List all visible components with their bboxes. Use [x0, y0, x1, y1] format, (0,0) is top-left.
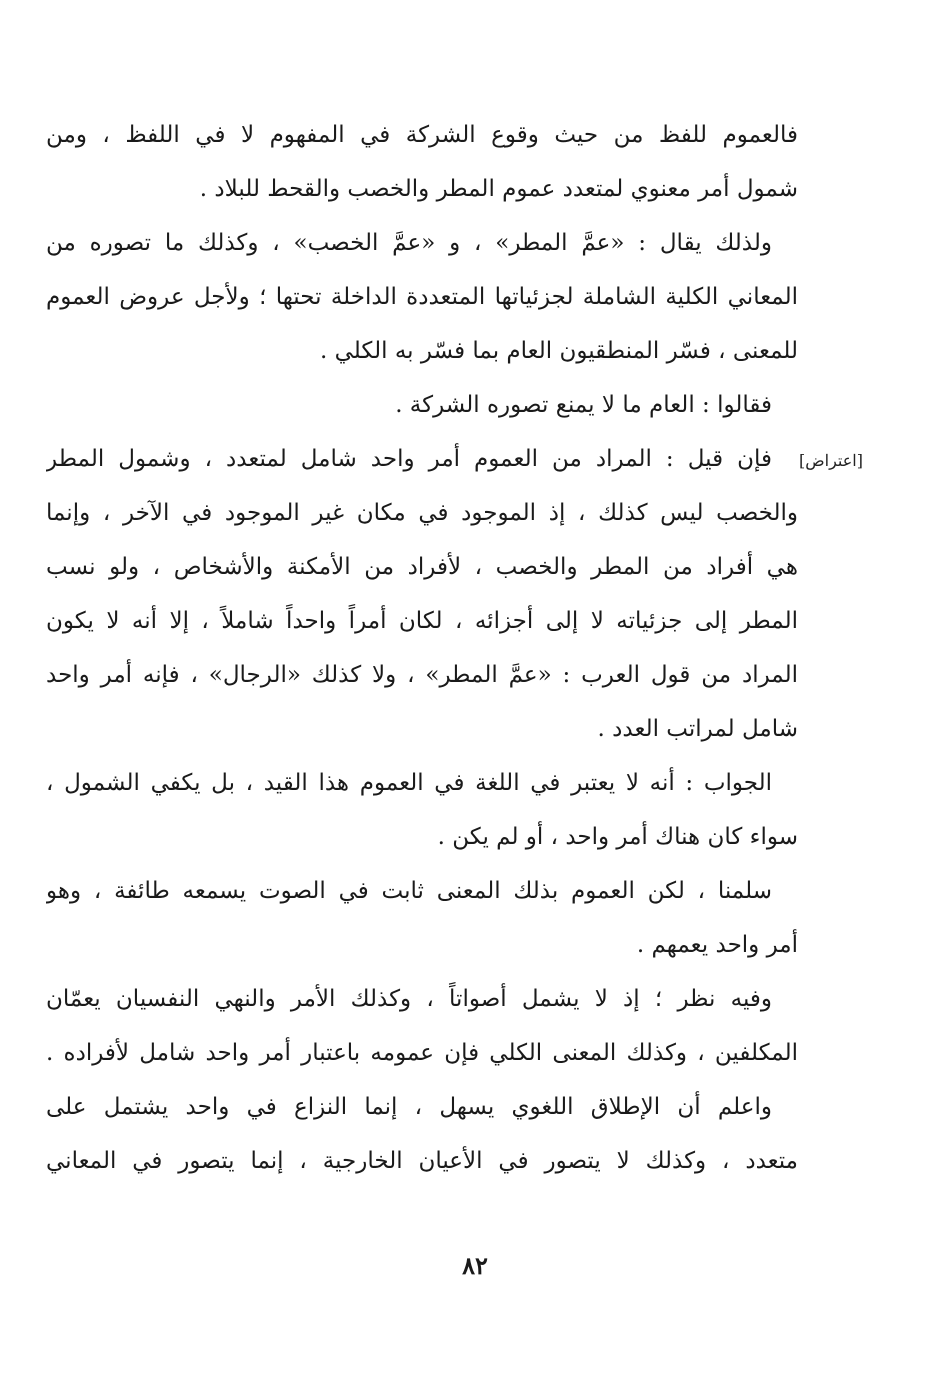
body-text: [46, 108, 798, 1188]
text-line-19: واعلم أن الإطلاق اللغوي يسهل ، إنما النزاع في واحد يشتمل على: [46, 1094, 772, 1120]
text-line-5: للمعنى ، فسّر المنطقيون العام بما فسّر به الكلي .: [320, 338, 798, 364]
text-line-17: وفيه نظر ؛ إذ لا يشمل أصواتاً ، وكذلك الأمر والنهي النفسيان يعمّان: [46, 986, 772, 1012]
margin-note: [اعتراض]: [799, 451, 863, 470]
text-line-11: المراد من قول العرب : «عمَّ المطر» ، ولا كذلك «الرجال» ، فإنه أمر واحد: [46, 662, 798, 688]
text-line-7: فإن قيل : المراد من العموم أمر واحد شامل لمتعدد ، وشمول المطر: [46, 446, 772, 472]
text-line-12: شامل لمراتب العدد .: [597, 716, 798, 742]
text-line-14: سواء كان هناك أمر واحد ، أو لم يكن .: [437, 824, 798, 850]
text-line-16: أمر واحد يعمهم .: [636, 932, 798, 958]
text-line-9: هي أفراد من المطر والخصب ، لأفراد من الأمكنة والأشخاص ، ولو نسب: [46, 554, 798, 580]
text-line-15: سلمنا ، لكن العموم بذلك المعنى ثابت في الصوت يسمعه طائفة ، وهو: [46, 878, 772, 904]
text-line-8: والخصب ليس كذلك ، إذ الموجود في مكان غير الموجود في الآخر ، وإنما: [46, 500, 798, 526]
text-line-3: ولذلك يقال : «عمَّ المطر» ، و «عمَّ الخصب» ، وكذلك ما تصوره من: [46, 230, 772, 256]
page-number: ٨٢: [462, 1251, 488, 1280]
text-line-18: المكلفين ، وكذلك المعنى الكلي فإن عمومه باعتبار أمر واحد شامل لأفراده .: [46, 1040, 798, 1066]
text-line-6: فقالوا : العام ما لا يمنع تصوره الشركة .: [395, 392, 772, 418]
text-line-1: فالعموم للفظ من حيث وقوع الشركة في المفهوم لا في اللفظ ، ومن: [46, 122, 798, 148]
text-line-4: المعاني الكلية الشاملة لجزئياتها المتعددة الداخلة تحتها ؛ ولأجل عروض العموم: [46, 284, 798, 310]
text-line-13: الجواب : أنه لا يعتبر في اللغة في العموم هذا القيد ، بل يكفي الشمول ،: [46, 770, 772, 796]
text-line-20: متعدد ، وكذلك لا يتصور في الأعيان الخارجية ، إنما يتصور في المعاني: [46, 1148, 798, 1174]
text-line-10: المطر إلى جزئياته لا إلى أجزائه ، لكان أمراً واحداً شاملاً ، إلا أنه لا يكون: [46, 608, 798, 634]
text-line-2: شمول أمر معنوي لمتعدد عموم المطر والخصب والقحط للبلاد .: [199, 176, 798, 202]
